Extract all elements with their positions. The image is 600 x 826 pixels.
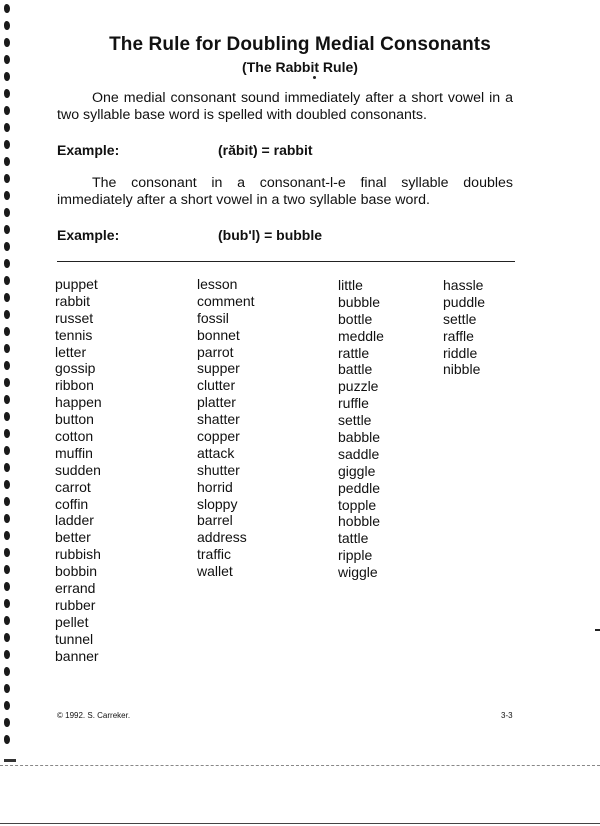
page-number: 3-3: [501, 711, 513, 720]
word-item: supper: [197, 360, 240, 377]
word-item: nibble: [443, 361, 481, 378]
binding-hole: [4, 718, 10, 727]
example-2-value: (bub'l) = bubble: [218, 227, 323, 243]
word-item: shatter: [197, 411, 240, 428]
binding-hole: [4, 174, 10, 183]
word-item: comment: [197, 292, 255, 309]
word-item: russet: [55, 309, 94, 326]
word-item: tattle: [338, 530, 369, 547]
word-item: giggle: [338, 462, 376, 479]
word-item: wiggle: [338, 564, 378, 581]
word-column-4: [443, 277, 485, 378]
word-item: button: [55, 411, 94, 428]
word-item: raffle: [443, 327, 474, 344]
binding-hole: [4, 276, 10, 285]
word-item: pellet: [55, 613, 89, 630]
word-item: meddle: [338, 327, 384, 344]
word-item: battle: [338, 361, 373, 378]
word-item: hassle: [443, 277, 484, 293]
word-item: sloppy: [197, 495, 238, 512]
binding-hole: [4, 208, 10, 217]
binding-hole: [4, 633, 10, 642]
binding-hole: [4, 327, 10, 336]
word-item: horrid: [197, 478, 233, 495]
word-column-2: [197, 276, 255, 580]
example-1-label: Example:: [57, 142, 120, 158]
divider-line: [57, 261, 515, 262]
binding-hole: [4, 565, 10, 574]
binding-hole: [4, 582, 10, 591]
word-item: ladder: [55, 512, 94, 529]
binding-hole: [4, 106, 10, 115]
word-item: muffin: [55, 444, 93, 461]
binding-hole: [4, 599, 10, 608]
word-item: bobbin: [55, 563, 98, 580]
binding-hole: [4, 259, 10, 268]
word-item: bubble: [338, 293, 381, 310]
stray-mark: [313, 76, 316, 79]
word-item: cotton: [55, 428, 94, 445]
word-item: parrot: [197, 343, 234, 360]
word-item: rubbish: [55, 546, 101, 563]
word-item: puzzle: [338, 378, 379, 395]
word-item: tennis: [55, 326, 93, 343]
word-item: address: [197, 529, 247, 546]
word-item: saddle: [338, 445, 380, 462]
binding-hole: [4, 310, 10, 319]
binding-hole: [4, 225, 10, 234]
binding-hole: [4, 395, 10, 404]
binding-hole: [4, 191, 10, 200]
binding-hole: [4, 429, 10, 438]
scan-edge-line: [0, 765, 600, 766]
binding-hole: [4, 361, 10, 370]
binding-hole: [4, 4, 10, 13]
word-item: fossil: [197, 309, 229, 326]
binding-hole: [4, 242, 10, 251]
word-item: hobble: [338, 513, 381, 530]
word-item: carrot: [55, 478, 91, 495]
word-item: little: [338, 277, 363, 293]
binding-hole: [4, 514, 10, 523]
example-2-label: Example:: [57, 227, 120, 243]
word-item: gossip: [55, 360, 96, 377]
word-item: riddle: [443, 344, 478, 361]
word-item: traffic: [197, 546, 231, 563]
word-item: wallet: [197, 563, 233, 580]
word-item: lesson: [197, 276, 238, 292]
word-item: sudden: [55, 461, 101, 478]
binding-hole: [4, 157, 10, 166]
word-item: puppet: [55, 276, 98, 292]
word-item: clutter: [197, 377, 236, 394]
word-item: peddle: [338, 479, 381, 496]
word-item: shutter: [197, 461, 240, 478]
word-item: settle: [443, 310, 477, 327]
copyright-footer: © 1992. S. Carreker.: [57, 711, 131, 720]
page-subtitle: (The Rabbit Rule): [242, 59, 358, 75]
word-item: platter: [197, 394, 236, 411]
word-item: tunnel: [55, 630, 94, 647]
word-item: babble: [338, 429, 381, 446]
binding-hole: [4, 21, 10, 30]
binding-hole: [4, 548, 10, 557]
edge-mark: [595, 629, 600, 631]
word-item: ruffle: [338, 395, 369, 412]
binding-hole: [4, 480, 10, 489]
binding-hole: [4, 616, 10, 625]
page-title: The Rule for Doubling Medial Consonants: [109, 34, 491, 55]
word-item: ribbon: [55, 377, 94, 394]
binding-hole: [4, 412, 10, 421]
binding-hole: [4, 701, 10, 710]
word-item: happen: [55, 394, 102, 411]
binding-hole: [4, 735, 10, 744]
page-bottom-edge: [0, 823, 600, 824]
binding-hole: [4, 531, 10, 540]
binding-hole: [4, 463, 10, 472]
rule-paragraph-2: The consonant in a consonant-l-e final syllable doubles immediately after a short vowel in a two syllable base word.: [57, 175, 513, 208]
word-column-1: [55, 276, 102, 664]
word-item: banner: [55, 647, 99, 664]
word-item: errand: [55, 580, 96, 597]
binding-hole: [4, 446, 10, 455]
binding-hole: [4, 293, 10, 302]
binding-hole: [4, 684, 10, 693]
binding-hole: [4, 344, 10, 353]
word-item: barrel: [197, 512, 233, 529]
binding-hole: [4, 123, 10, 132]
corner-mark: [4, 759, 16, 762]
example-1-value: (răbit) = rabbit: [218, 142, 313, 158]
word-item: puddle: [443, 293, 486, 310]
word-item: copper: [197, 428, 240, 445]
word-item: rattle: [338, 344, 370, 361]
word-item: rubber: [55, 596, 96, 613]
word-item: better: [55, 529, 91, 546]
word-item: letter: [55, 343, 87, 360]
word-item: bonnet: [197, 326, 240, 343]
rule-paragraph-1: One medial consonant sound immediately after a short vowel in a two syllable base word is spelled with doubled consonants.: [57, 90, 513, 123]
word-item: ripple: [338, 547, 373, 564]
binding-hole: [4, 378, 10, 387]
binding-holes: [2, 0, 14, 760]
word-item: bottle: [338, 310, 373, 327]
word-item: settle: [338, 412, 372, 429]
binding-hole: [4, 140, 10, 149]
binding-hole: [4, 497, 10, 506]
binding-hole: [4, 89, 10, 98]
word-item: topple: [338, 496, 377, 513]
word-item: rabbit: [55, 292, 91, 309]
binding-hole: [4, 650, 10, 659]
word-column-3: [338, 277, 384, 581]
word-item: coffin: [55, 495, 89, 512]
binding-hole: [4, 667, 10, 676]
word-item: attack: [197, 444, 235, 461]
